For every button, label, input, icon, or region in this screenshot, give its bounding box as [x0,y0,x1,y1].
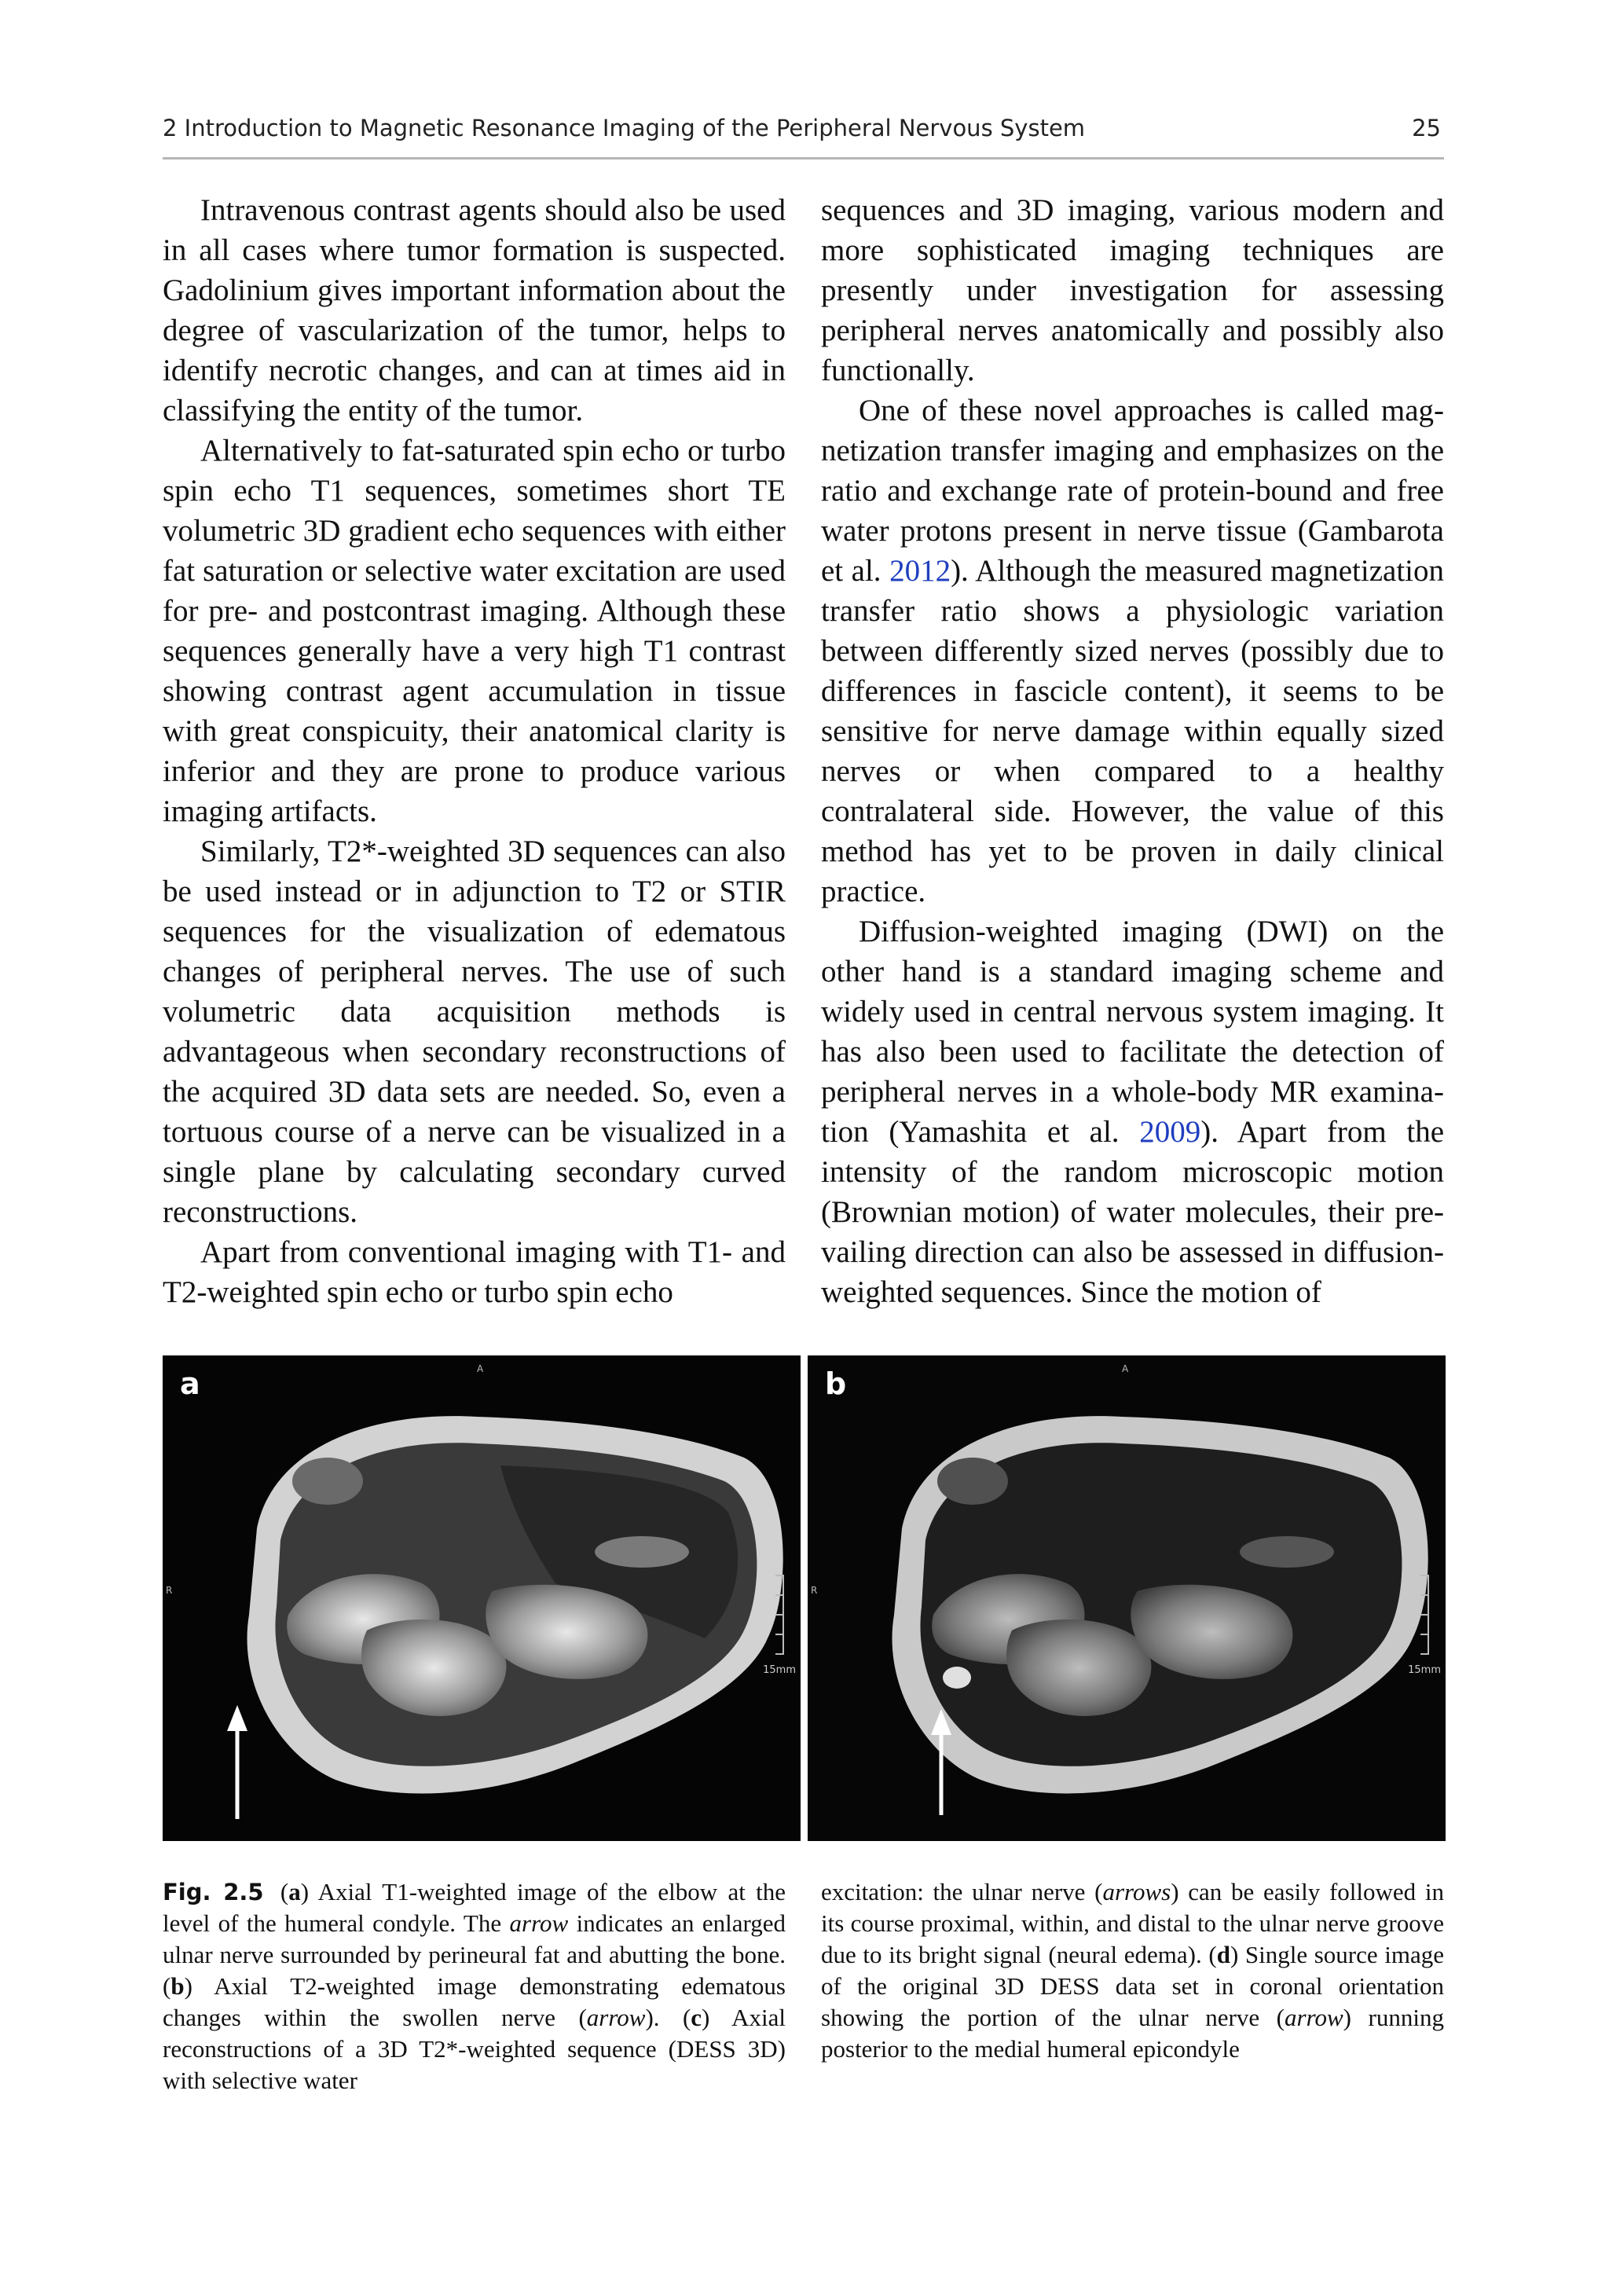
figure-caption-right [821,1876,1444,2065]
paragraph-text: One of these novel approaches is called magnetization transfer imaging and emphasizes on the ratio and exchange rate of protein-bound and free water protons present in nerve tissue (Gambarota et al. [821,394,1444,588]
paragraph: Apart from conventional imaging with T1- and T2-weighted spin echo or turbo spin echo [163,1235,786,1309]
orientation-label-right: R [811,1585,818,1596]
paragraph: Alternatively to fat-saturated spin echo or turbo spin echo T1 sequences, sometimes short TE volumetric 3D gradient echo sequences with either fat saturation or selective water excitation are used for pre- and postcontrast imaging. Although these sequences generally have a very high T1 contrast showing contrast agent accumulation in tissue with great conspicuity, their anatomical clarity is inferior and they are prone to produce various imaging artifacts. [163,434,786,828]
panel-letter-a: a [180,1366,200,1401]
caption-text: (a) Axial T1-weighted image of the elbow at the level of the humeral condyle. The arrow indicates an enlarged ulnar nerve surrounded by perineural fat and abutting the bone. (b) Axial T2-weighted image demonstrating edematous changes within the swollen nerve (arrow). (c) Axial reconstructions of a 3D T2*-weighted sequence (DESS 3D) with selective water [163,1878,786,2094]
figure-label: Fig. 2.5 [163,1879,264,1905]
scale-label: 15mm [763,1664,796,1676]
mri-image-b [808,1355,1446,1841]
caption-text: excitation: the ulnar nerve (arrows) can be easily followed in its course proximal, within, and distal to the ulnar nerve groove due to its bright signal (neural edema). (d) Single source image of the original 3D DESS data set in coronal orientation showing the portion of the ulnar nerve (arrow) running posterior to the medial humeral epicondyle [821,1878,1445,2063]
right-text-column [821,190,1444,1312]
chapter-title: 2 Introduction to Magnetic Resonance Imaging of the Peripheral Nervous System [163,115,1086,141]
paragraph: sequences and 3D imaging, various modern and more sophisticated imaging techniques are presently under investigation for assessing peripheral nerves anatomically and possibly also functionally. [821,193,1444,387]
mri-panel-b [808,1355,1446,1841]
page-number: 25 [1412,115,1441,141]
paragraph-text: Diffusion-weighted imaging (DWI) on the other hand is a standard imaging scheme and widely used in central nervous system imaging. It has also been used to facilitate the detection of peripheral nerves in a whole-body MR examination (Yamashita et al. [821,915,1444,1149]
paragraph [821,391,1444,911]
orientation-label-right: R [166,1585,173,1596]
citation-link[interactable]: 2012 [889,554,951,588]
running-header [163,110,1444,160]
figure-caption-left [163,1876,786,2096]
orientation-label-anterior: A [1122,1363,1129,1374]
paragraph: Similarly, T2*-weighted 3D sequences can also be used instead or in adjunction to T2 or STIR sequences for the visualization of edematous changes of peripheral nerves. The use of such volumetric data acquisition methods is advantageous when secondary reconstructions of the acquired 3D data sets are needed. So, even a tortuous course of a nerve can be visualized in a single plane by calculating secondary curved reconstructions. [163,834,786,1229]
paragraph-text: ). Although the measured magnetization transfer ratio shows a physiologic variation between differently sized nerves (possibly due to differences in fascicle content), it seems to be sensitive for nerve damage within equally sized nerves or when compared to a healthy contralateral side. However, the value of this method has yet to be proven in daily clinical practice. [821,554,1444,908]
left-text-column [163,190,786,1312]
mri-image-a [163,1355,801,1841]
mri-panel-a [163,1355,801,1841]
paragraph: Intravenous contrast agents should also be used in all cases where tumor formation is suspected. Gadolinium gives important information about the degree of vascularization of the tumor, helps to identify necrotic changes, and can at times aid in classifying the entity of the tumor. [163,193,786,427]
orientation-label-anterior: A [477,1363,484,1374]
paragraph [821,911,1444,1312]
panel-letter-b: b [825,1366,847,1401]
citation-link[interactable]: 2009 [1139,1115,1201,1149]
scale-label: 15mm [1408,1664,1441,1676]
paragraph-text: ). Apart from the intensity of the random microscopic motion (Brownian motion) of water molecules, their prevailing direction can also be assessed in diffusion-weighted sequences. Since the motion of [821,1115,1445,1309]
